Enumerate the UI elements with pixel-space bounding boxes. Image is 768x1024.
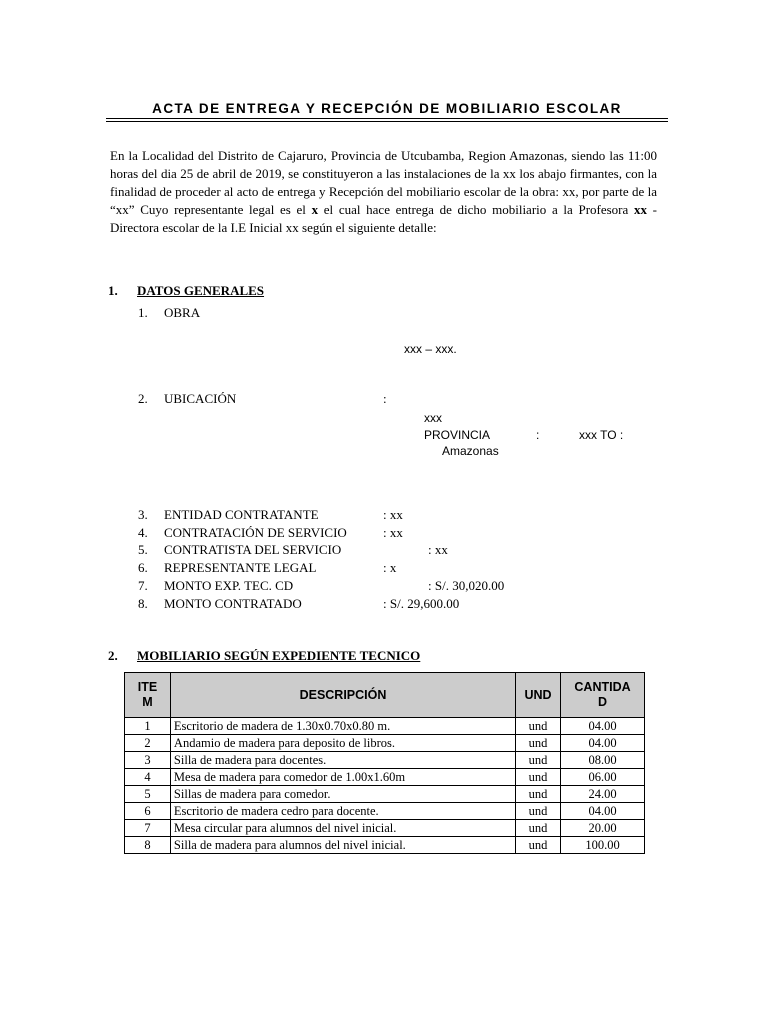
cell-cantidad: 24.00 (561, 786, 645, 803)
provincia-colon: : (536, 428, 540, 442)
field-value-monto-contratado: : S/. 29,600.00 (383, 596, 460, 611)
cell-und: und (516, 752, 561, 769)
field-number: 6. (138, 560, 148, 575)
cell-descripcion: Andamio de madera para deposito de libros. (170, 735, 515, 752)
mobiliario-table (124, 672, 645, 854)
cell-und: und (516, 769, 561, 786)
field-label-representante: REPRESENTANTE LEGAL (164, 560, 317, 575)
cell-cantidad: 20.00 (561, 820, 645, 837)
table-row (125, 718, 645, 735)
cell-descripcion: Mesa de madera para comedor de 1.00x1.60m (170, 769, 515, 786)
table-row (125, 786, 645, 803)
obra-label: OBRA (164, 305, 201, 320)
table-row (125, 752, 645, 769)
title-underline-double (106, 121, 668, 122)
cell-item: 8 (125, 837, 171, 854)
table-row (125, 837, 645, 854)
table-row (125, 803, 645, 820)
cell-item: 6 (125, 803, 171, 820)
document-title: ACTA DE ENTREGA Y RECEPCIÓN DE MOBILIARIO ESCOLAR (152, 101, 622, 116)
cell-descripcion: Silla de madera para alumnos del nivel inicial. (170, 837, 515, 854)
region-amazonas: Amazonas (442, 444, 499, 458)
field-value-representante: : x (383, 560, 397, 575)
field-label-contratacion: CONTRATACIÓN DE SERVICIO (164, 525, 347, 540)
field-label-contratista: CONTRATISTA DEL SERVICIO (164, 542, 342, 557)
section-number: 1. (108, 283, 118, 298)
obra-value: xxx – xxx. (404, 342, 457, 356)
cell-item: 1 (125, 718, 171, 735)
cell-descripcion: Escritorio de madera de 1.30x0.70x0.80 m. (170, 718, 515, 735)
cell-und: und (516, 718, 561, 735)
intro-bold-1: x (311, 202, 319, 217)
cell-descripcion: Silla de madera para docentes. (170, 752, 515, 769)
cell-item: 7 (125, 820, 171, 837)
obra-number: 1. (138, 305, 148, 320)
cell-und: und (516, 786, 561, 803)
field-value-entidad: : xx (383, 507, 403, 522)
cell-und: und (516, 837, 561, 854)
title-underline (106, 118, 668, 119)
field-label-entidad: ENTIDAD CONTRATANTE (164, 507, 319, 522)
field-value-contratacion: : xx (383, 525, 403, 540)
field-number: 4. (138, 525, 148, 540)
section-title: DATOS GENERALES (137, 283, 265, 298)
cell-cantidad: 04.00 (561, 735, 645, 752)
field-value-contratista: : xx (428, 542, 448, 557)
intro-text-3: - Directora escolar de la I.E Inicial xx según el siguiente detalle: (110, 202, 657, 235)
field-number: 5. (138, 542, 148, 557)
cell-item: 4 (125, 769, 171, 786)
ubicacion-number: 2. (138, 391, 148, 406)
cell-und: und (516, 820, 561, 837)
cell-item: 5 (125, 786, 171, 803)
table-row (125, 769, 645, 786)
ubicacion-colon: : (383, 391, 387, 406)
table-row (125, 735, 645, 752)
field-number: 8. (138, 596, 148, 611)
cell-descripcion: Escritorio de madera cedro para docente. (170, 803, 515, 820)
field-number: 3. (138, 507, 148, 522)
cell-cantidad: 04.00 (561, 718, 645, 735)
intro-text-1: En la Localidad del Distrito de Cajaruro, Provincia de Utcubamba, Region Amazonas, siendo las 11:00 horas del dia 25 de abril de 2019, se constituyeron a las instalaciones de la xx los abajo firmantes, con la finalidad de proceder al acto de entrega y Recepción del mobiliario escolar de la obra: xx, por parte de la “xx” Cuyo representante legal es el (110, 148, 657, 217)
intro-bold-2: xx (633, 202, 647, 217)
cell-und: und (516, 803, 561, 820)
table-row (125, 820, 645, 837)
provincia-label: PROVINCIA (424, 428, 491, 442)
field-label-monto-exp: MONTO EXP. TEC. CD (164, 578, 294, 593)
field-value-monto-exp: : S/. 30,020.00 (428, 578, 505, 593)
field-number: 7. (138, 578, 148, 593)
table-header-row (125, 673, 645, 718)
cell-cantidad: 08.00 (561, 752, 645, 769)
header-descripcion: DESCRIPCIÓN (170, 673, 515, 718)
cell-cantidad: 06.00 (561, 769, 645, 786)
cell-cantidad: 04.00 (561, 803, 645, 820)
intro-text-2: el cual hace entrega de dicho mobiliario a la Profesora (318, 202, 634, 217)
header-und: UND (516, 673, 561, 718)
cell-descripcion: Sillas de madera para comedor. (170, 786, 515, 803)
cell-descripcion: Mesa circular para alumnos del nivel inicial. (170, 820, 515, 837)
cell-cantidad: 100.00 (561, 837, 645, 854)
header-item: ITE M (125, 673, 171, 718)
intro-paragraph (110, 147, 657, 237)
field-label-monto-contratado: MONTO CONTRATADO (164, 596, 302, 611)
ubicacion-value: xxx (424, 411, 442, 425)
section-number: 2. (108, 648, 118, 663)
header-cantidad: CANTIDA D (561, 673, 645, 718)
section-title: MOBILIARIO SEGÚN EXPEDIENTE TECNICO (137, 648, 421, 663)
cell-und: und (516, 735, 561, 752)
cell-item: 2 (125, 735, 171, 752)
cell-item: 3 (125, 752, 171, 769)
ubicacion-label: UBICACIÓN (164, 391, 237, 406)
provincia-to: xxx TO : (579, 428, 624, 442)
